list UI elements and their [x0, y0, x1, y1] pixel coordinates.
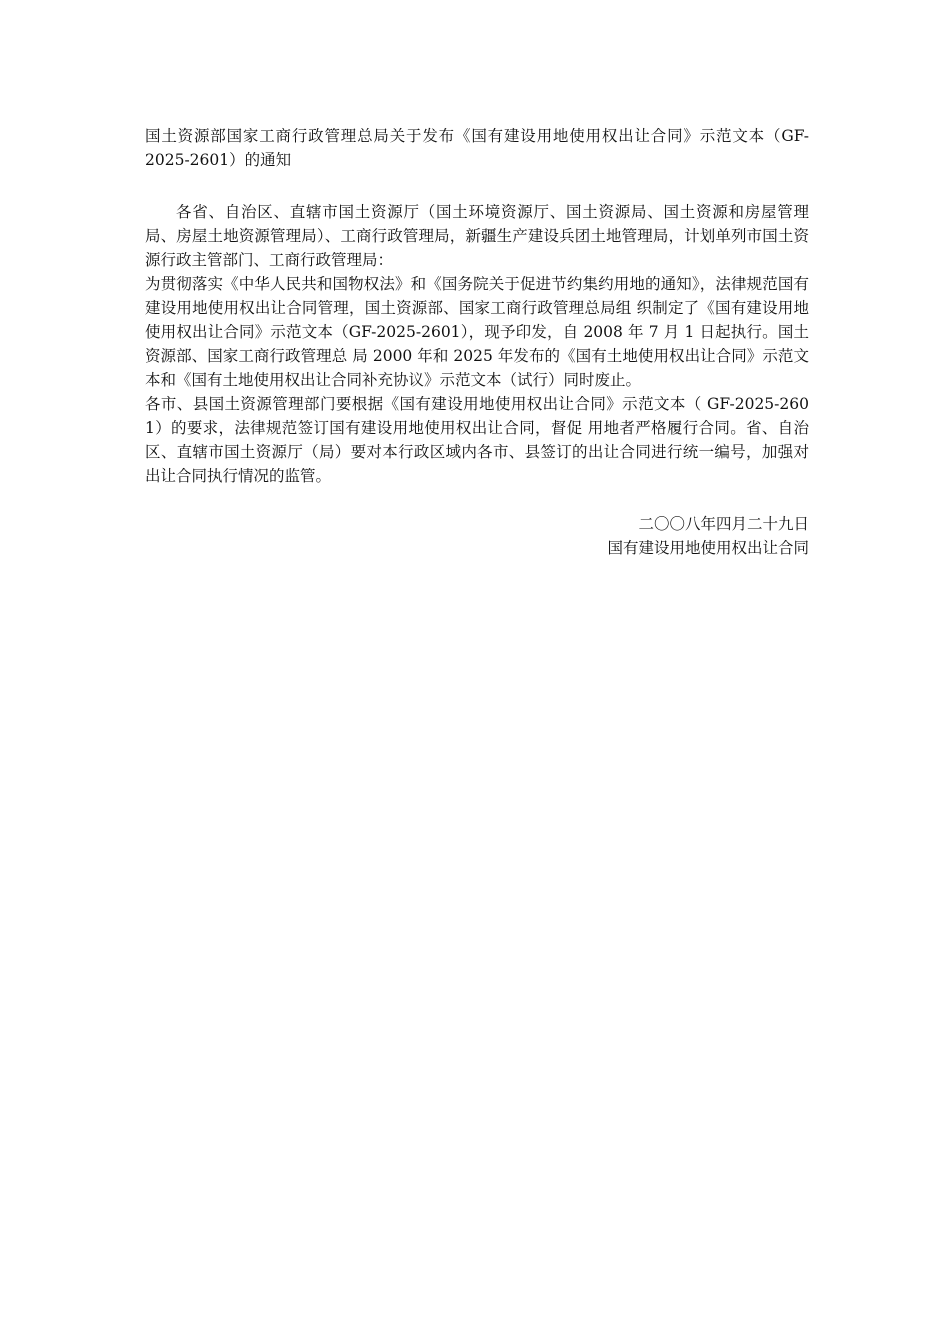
- body-paragraph-2: 各市、县国土资源管理部门要根据《国有建设用地使用权出让合同》示范文本（ GF-2025-2601）的要求，法律规范签订国有建设用地使用权出让合同，督促 用地者严格履行合同。省、自治区、直辖市国土资源厅（局）要对本行政区域内各市、县签订的出让合同进行统一编号，加强对出让合同执行情况的监管。: [145, 395, 809, 485]
- body-paragraph-1: 为贯彻落实《中华人民共和国物权法》和《国务院关于促进节约集约用地的通知》，法律规范国有建设用地使用权出让合同管理，国土资源部、国家工商行政管理总局组 织制定了《国有建设用地使用权出让合同》示范文本（GF-2025-2601），现予印发，自 2008 年 7 月 1 日起执行。国土资源部、国家工商行政管理总 局 2000 年和 2025 年发布的《国有土地使用权出让合同》示范文本和《国有土地使用权出让合同补充协议》示范文本（试行）同时废止。: [145, 275, 809, 389]
- document-title: 国土资源部国家工商行政管理总局关于发布《国有建设用地使用权出让合同》示范文本（GF-2025-2601）的通知: [145, 127, 809, 169]
- signature-date: 二〇〇八年四月二十九日: [638, 515, 809, 533]
- salutation-paragraph: 各省、自治区、直辖市国土资源厅（国土环境资源厅、国土资源局、国土资源和房屋管理局、房屋土地资源管理局）、工商行政管理局，新疆生产建设兵团土地管理局，计划单列市国土资源行政主管部门、工商行政管理局：: [145, 203, 809, 269]
- document-page: [145, 124, 809, 560]
- signature-name: 国有建设用地使用权出让合同: [607, 539, 809, 557]
- signature-block: [145, 512, 809, 560]
